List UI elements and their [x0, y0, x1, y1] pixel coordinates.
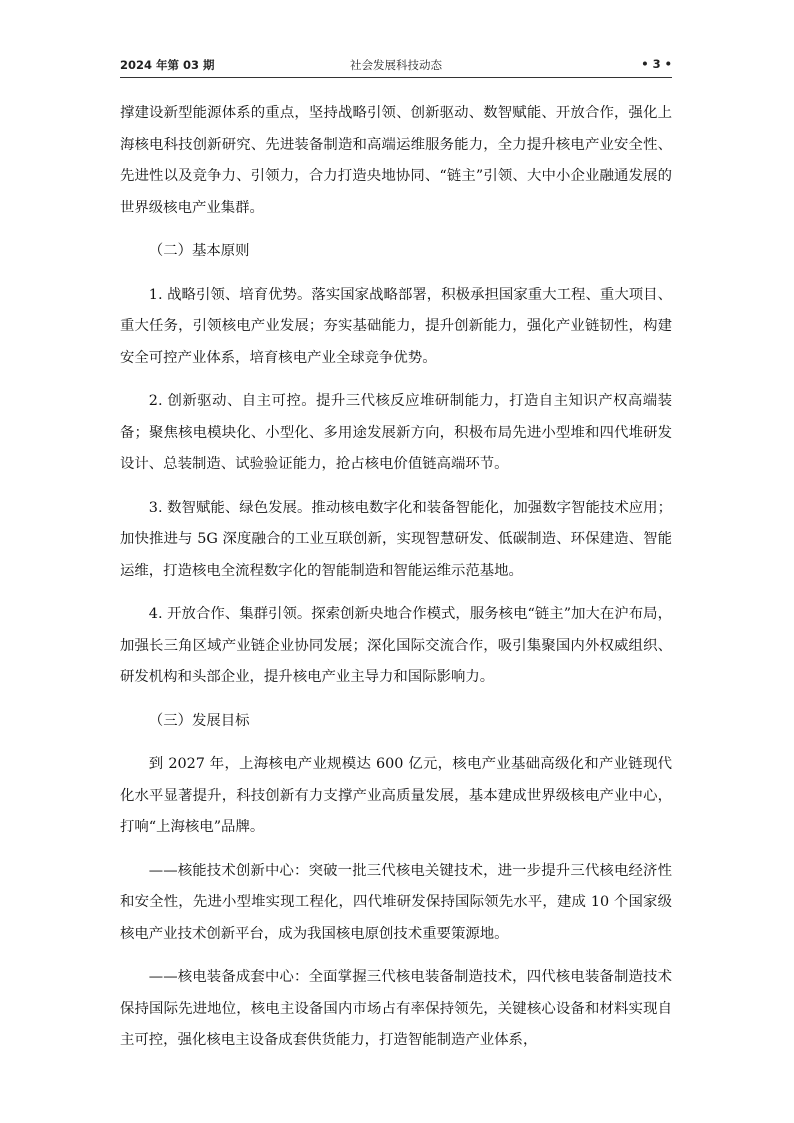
- paragraph-innovation-center: ——核能技术创新中心：突破一批三代核电关键技术，进一步提升三代核电经济性和安全性，先进小型堆实现工程化，四代堆研发保持国际领先水平，建成 10 个国家级核电产业技术创新平台，成为我国核电原创技术重要策源地。: [120, 862, 672, 942]
- paragraph-principle-1: 1. 战略引领、培育优势。落实国家战略部署，积极承担国家重大工程、重大项目、重大任务，引领核电产业发展；夯实基础能力，提升创新能力，强化产业链韧性，构建安全可控产业体系，培育核电产业全球竞争优势。: [120, 286, 672, 366]
- paragraph-principle-3: 3. 数智赋能、绿色发展。推动核电数字化和装备智能化，加强数字智能技术应用；加快推进与 5G 深度融合的工业互联创新，实现智慧研发、低碳制造、环保建造、智能运维，打造核电全流程数字化的智能制造和智能运维示范基地。: [120, 499, 672, 579]
- paragraph-goal-2027: 到 2027 年，上海核电产业规模达 600 亿元，核电产业基础高级化和产业链现代化水平显著提升，科技创新有力支撑产业高质量发展，基本建成世界级核电产业中心，打响“上海核电”品牌。: [120, 756, 672, 835]
- page-header: [120, 55, 672, 78]
- article-body: [120, 98, 672, 1069]
- journal-title: 社会发展科技动态: [350, 58, 442, 72]
- issue-label: 2024 年第 03 期: [120, 58, 215, 72]
- paragraph-principle-2: 2. 创新驱动、自主可控。提升三代核反应堆研制能力，打造自主知识产权高端装备；聚焦核电模块化、小型化、多用途发展新方向，积极布局先进小型堆和四代堆研发设计、总装制造、试验验证能力，抢占核电价值链高端环节。: [120, 393, 672, 472]
- paragraph-continuation: 撑建设新型能源体系的重点，坚持战略引领、创新驱动、数智赋能、开放合作，强化上海核电科技创新研究、先进装备制造和高端运维服务能力，全力提升核电产业安全性、先进性以及竞争力、引领力，合力打造央地协同、“链主”引领、大中小企业融通发展的世界级核电产业集群。: [120, 105, 672, 216]
- section-heading-basic-principles: （二）基本原则: [148, 243, 250, 259]
- section-heading-development-goals: （三）发展目标: [148, 712, 250, 729]
- paragraph-equipment-center: ——核电装备成套中心：全面掌握三代核电装备制造技术，四代核电装备制造技术保持国际先进地位，核电主设备国内市场占有率保持领先，关键核心设备和材料实现自主可控，强化核电主设备成套供货能力，打造智能制造产业体系，: [120, 969, 672, 1048]
- page-number: • 3 •: [641, 57, 672, 71]
- paragraph-principle-4: 4. 开放合作、集群引领。探索创新央地合作模式，服务核电“链主”加大在沪布局，加强长三角区域产业链企业协同发展；深化国际交流合作，吸引集聚国内外权威组织、研发机构和头部企业，提升核电产业主导力和国际影响力。: [120, 606, 672, 685]
